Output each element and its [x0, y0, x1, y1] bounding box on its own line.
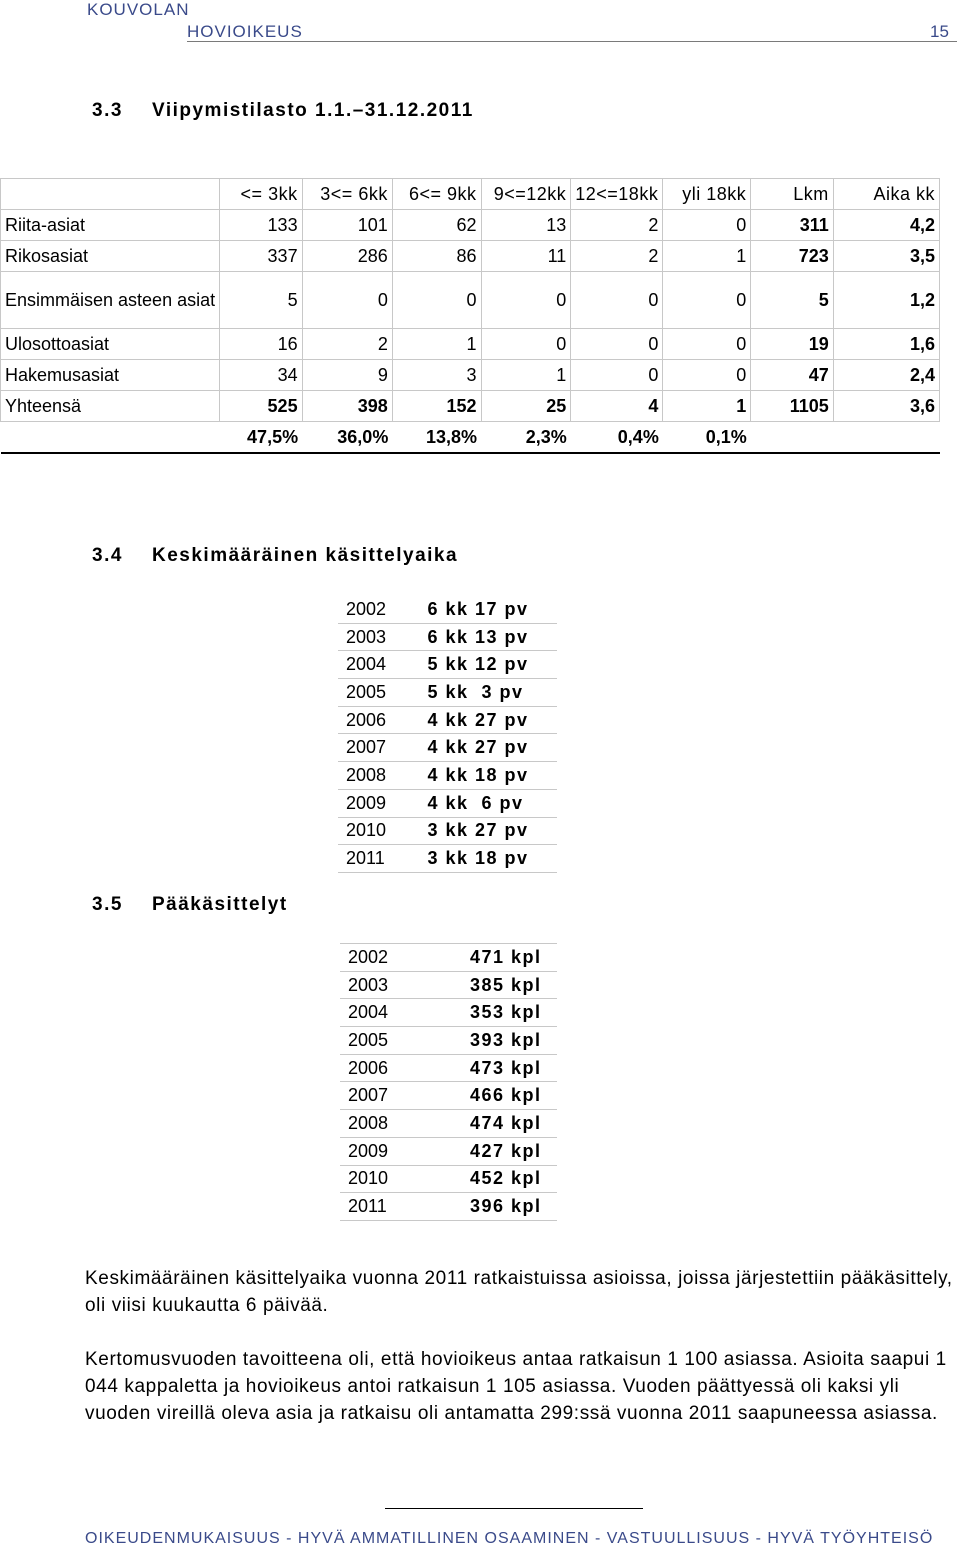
value-cell: 3 kk 18 pv — [415, 845, 557, 873]
table-cell: 0 — [302, 272, 392, 329]
table-cell: 1105 — [751, 391, 834, 422]
empty-cell — [833, 422, 939, 454]
table-cell: 0 — [481, 329, 571, 360]
table-cell: 0 — [571, 329, 663, 360]
year-row — [340, 1027, 557, 1055]
value-cell: 353 kpl — [418, 999, 557, 1027]
table-cell: 1,6 — [833, 329, 939, 360]
value-cell: 6 kk 17 pv — [415, 596, 557, 623]
value-cell: 474 kpl — [418, 1110, 557, 1138]
section-title: Pääkäsittelyt — [152, 894, 288, 915]
year-row — [338, 789, 557, 817]
table-cell: 1 — [663, 241, 751, 272]
year-cell: 2011 — [340, 1193, 418, 1221]
table-cell: 152 — [392, 391, 481, 422]
table-row — [1, 210, 940, 241]
footer-rule — [385, 1508, 643, 1509]
year-cell: 2009 — [338, 789, 415, 817]
year-row — [340, 1137, 557, 1165]
percentage-cell: 0,4% — [571, 422, 663, 454]
table-cell: 16 — [220, 329, 302, 360]
main-hearings-table — [340, 943, 557, 1221]
table-cell: 2 — [571, 210, 663, 241]
year-cell: 2010 — [338, 817, 415, 845]
section-number: 3.4 — [92, 545, 123, 566]
year-row — [338, 596, 557, 623]
year-cell: 2010 — [340, 1165, 418, 1193]
table-cell: 133 — [220, 210, 302, 241]
row-label: Rikosasiat — [1, 241, 220, 272]
year-row — [340, 1054, 557, 1082]
table-cell: 398 — [302, 391, 392, 422]
value-cell: 393 kpl — [418, 1027, 557, 1055]
table-cell: 86 — [392, 241, 481, 272]
table-cell: 0 — [663, 272, 751, 329]
table-row — [1, 241, 940, 272]
table-cell: 4 — [571, 391, 663, 422]
year-cell: 2002 — [340, 944, 418, 972]
table-cell: 2 — [571, 241, 663, 272]
column-header: 6<= 9kk — [392, 179, 481, 210]
page-number: 15 — [930, 22, 949, 41]
year-cell: 2011 — [338, 845, 415, 873]
section-3-4-heading — [92, 545, 458, 567]
value-cell: 427 kpl — [418, 1137, 557, 1165]
year-cell: 2002 — [338, 596, 415, 623]
column-header: 12<=18kk — [571, 179, 663, 210]
table-cell: 1 — [392, 329, 481, 360]
year-cell: 2005 — [340, 1027, 418, 1055]
row-label: Ensimmäisen asteen asiat — [1, 272, 220, 329]
column-header: Aika kk — [833, 179, 939, 210]
table-cell: 47 — [751, 360, 834, 391]
column-header: yli 18kk — [663, 179, 751, 210]
table-cell: 337 — [220, 241, 302, 272]
year-row — [340, 1193, 557, 1221]
year-row — [338, 734, 557, 762]
percentage-row — [1, 422, 940, 454]
table-cell: 2 — [302, 329, 392, 360]
table-cell: 0 — [663, 210, 751, 241]
table-cell: 1 — [663, 391, 751, 422]
column-header: <= 3kk — [220, 179, 302, 210]
table-cell: 5 — [220, 272, 302, 329]
year-cell: 2008 — [340, 1110, 418, 1138]
table-cell: 101 — [302, 210, 392, 241]
year-cell: 2005 — [338, 679, 415, 707]
value-cell: 471 kpl — [418, 944, 557, 972]
table-cell: 5 — [751, 272, 834, 329]
value-cell: 3 kk 27 pv — [415, 817, 557, 845]
value-cell: 473 kpl — [418, 1054, 557, 1082]
paragraph-target: Kertomusvuoden tavoitteena oli, että hovioikeus antaa ratkaisun 1 100 asiassa. Asioita saapui 1 044 kappaletta ja hovioikeus antoi ratkaisun 1 105 asiassa. Vuoden päättyessä oli kaksi yli vuoden vireillä oleva asia ja ratkaisu oli antamatta 299:ssä vuonna 2011 saapuneessa asiassa. — [85, 1349, 947, 1424]
table-row — [1, 272, 940, 329]
year-row — [340, 1110, 557, 1138]
header-court-line1: KOUVOLAN — [87, 0, 190, 19]
table-cell: 2,4 — [833, 360, 939, 391]
section-number: 3.3 — [92, 100, 123, 121]
percentage-cell: 36,0% — [302, 422, 392, 454]
row-label-empty — [1, 422, 220, 454]
section-3-3-heading — [92, 100, 474, 122]
value-cell: 396 kpl — [418, 1193, 557, 1221]
table-cell: 0 — [481, 272, 571, 329]
year-cell: 2006 — [340, 1054, 418, 1082]
year-row — [340, 1082, 557, 1110]
column-header: Lkm — [751, 179, 834, 210]
value-cell: 4 kk 27 pv — [415, 706, 557, 734]
year-row — [340, 999, 557, 1027]
row-label: Hakemusasiat — [1, 360, 220, 391]
section-number: 3.5 — [92, 894, 123, 915]
value-cell: 4 kk 18 pv — [415, 762, 557, 790]
year-row — [340, 944, 557, 972]
year-cell: 2006 — [338, 706, 415, 734]
value-cell: 6 kk 13 pv — [415, 623, 557, 651]
value-cell: 5 kk 12 pv — [415, 651, 557, 679]
table-row — [1, 329, 940, 360]
value-cell: 452 kpl — [418, 1165, 557, 1193]
value-cell: 5 kk 3 pv — [415, 679, 557, 707]
table-row — [1, 391, 940, 422]
table-cell: 9 — [302, 360, 392, 391]
year-cell: 2003 — [338, 623, 415, 651]
year-row — [338, 623, 557, 651]
table-row — [1, 360, 940, 391]
table-cell: 3,6 — [833, 391, 939, 422]
table-cell: 1,2 — [833, 272, 939, 329]
table-cell: 0 — [663, 329, 751, 360]
percentage-cell: 0,1% — [663, 422, 751, 454]
table-cell: 25 — [481, 391, 571, 422]
table-cell: 13 — [481, 210, 571, 241]
table-cell: 0 — [663, 360, 751, 391]
table-cell: 62 — [392, 210, 481, 241]
section-3-5-heading — [92, 894, 288, 916]
table-cell: 3,5 — [833, 241, 939, 272]
year-row — [340, 1165, 557, 1193]
table-cell: 11 — [481, 241, 571, 272]
table-cell: 0 — [392, 272, 481, 329]
table-cell: 19 — [751, 329, 834, 360]
header-rule — [187, 41, 957, 42]
year-row — [338, 845, 557, 873]
value-cell: 4 kk 27 pv — [415, 734, 557, 762]
year-row — [338, 651, 557, 679]
table-cell: 0 — [571, 360, 663, 391]
table-header-row — [1, 179, 940, 210]
percentage-cell: 47,5% — [220, 422, 302, 454]
year-cell: 2007 — [338, 734, 415, 762]
row-label: Yhteensä — [1, 391, 220, 422]
year-cell: 2007 — [340, 1082, 418, 1110]
year-cell: 2003 — [340, 971, 418, 999]
value-cell: 4 kk 6 pv — [415, 789, 557, 817]
paragraph-average-time: Keskimääräinen käsittelyaika vuonna 2011 ratkaistuissa asioissa, joissa järjestettiin pääkäsittely, oli viisi kuukautta 6 päivää. — [85, 1268, 953, 1316]
header-court-line2: HOVIOIKEUS — [187, 22, 303, 41]
table-cell: 723 — [751, 241, 834, 272]
table-cell: 1 — [481, 360, 571, 391]
table-cell: 525 — [220, 391, 302, 422]
table-cell: 311 — [751, 210, 834, 241]
average-processing-time-table — [338, 596, 557, 873]
empty-cell — [751, 422, 834, 454]
row-label: Ulosottoasiat — [1, 329, 220, 360]
table-cell: 3 — [392, 360, 481, 391]
section-title: Keskimääräinen käsittelyaika — [152, 545, 459, 566]
table-cell: 0 — [571, 272, 663, 329]
table-cell: 34 — [220, 360, 302, 391]
value-cell: 466 kpl — [418, 1082, 557, 1110]
percentage-cell: 13,8% — [392, 422, 481, 454]
year-cell: 2008 — [338, 762, 415, 790]
year-cell: 2009 — [340, 1137, 418, 1165]
row-label: Riita-asiat — [1, 210, 220, 241]
footer-values: OIKEUDENMUKAISUUS - HYVÄ AMMATILLINEN OSAAMINEN - VASTUULLISUUS - HYVÄ TYÖYHTEISÖ — [85, 1530, 934, 1547]
year-cell: 2004 — [338, 651, 415, 679]
year-cell: 2004 — [340, 999, 418, 1027]
header-cell-empty — [1, 179, 220, 210]
year-row — [338, 817, 557, 845]
year-row — [338, 679, 557, 707]
percentage-cell: 2,3% — [481, 422, 571, 454]
year-row — [338, 706, 557, 734]
year-row — [338, 762, 557, 790]
value-cell: 385 kpl — [418, 971, 557, 999]
column-header: 9<=12kk — [481, 179, 571, 210]
section-title: Viipymistilasto 1.1.–31.12.2011 — [152, 100, 474, 121]
table-cell: 4,2 — [833, 210, 939, 241]
year-row — [340, 971, 557, 999]
column-header: 3<= 6kk — [302, 179, 392, 210]
delay-statistics-table — [0, 178, 940, 454]
table-cell: 286 — [302, 241, 392, 272]
